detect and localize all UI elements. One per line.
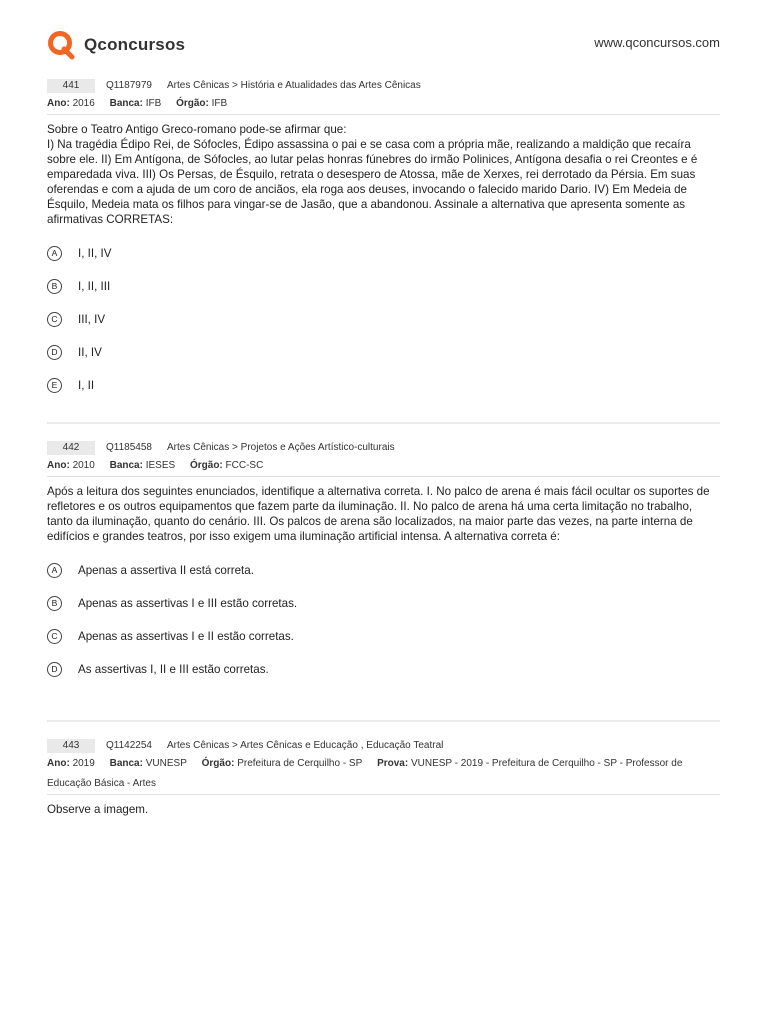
option-text: I, II, IV — [78, 247, 112, 260]
orgao-label: Órgão: — [201, 758, 235, 769]
question-id[interactable]: Q1187979 — [106, 80, 152, 91]
divider — [47, 114, 720, 115]
option-d[interactable] — [47, 336, 720, 369]
option-text: II, IV — [78, 346, 102, 359]
option-a[interactable] — [47, 237, 720, 270]
orgao-value: IFB — [211, 98, 228, 109]
logo-text: Qconcursos — [84, 35, 186, 54]
orgao-label: Órgão: — [189, 460, 223, 471]
question-meta — [47, 79, 720, 97]
option-letter[interactable]: D — [47, 345, 62, 360]
qconcursos-logo-icon — [47, 30, 75, 60]
question-number: 442 — [47, 441, 95, 455]
question-statement: Após a leitura dos seguintes enunciados, identifique a alternativa correta. I. No palco de arena é mais fácil ocultar os suportes de refletores e os outros equipamentos que fazem parte da iluminação. II. No palco de arena há uma certa limitação no trabalho, tanto da iluminação, quanto do cenário. III. Os palcos de arena são localizados, na maior parte das vezes, na parte interna de edifícios e grandes teatros, por isso exigem uma iluminação artificial intensa. A alternativa correta é: — [47, 485, 710, 543]
orgao-value: FCC-SC — [225, 460, 264, 471]
question-441 — [47, 79, 720, 402]
question-meta — [47, 739, 720, 757]
option-letter[interactable]: C — [47, 629, 62, 644]
ano-label: Ano: — [47, 758, 70, 769]
divider — [47, 476, 720, 477]
option-letter[interactable]: B — [47, 596, 62, 611]
prova-label: Prova: — [377, 758, 409, 769]
banca-label: Banca: — [109, 98, 143, 109]
option-letter[interactable]: D — [47, 662, 62, 677]
question-statement: Observe a imagem. — [47, 803, 149, 816]
ano-label: Ano: — [47, 460, 70, 471]
question-number: 441 — [47, 79, 95, 93]
question-separator — [47, 422, 720, 424]
option-a[interactable] — [47, 554, 720, 587]
qconcursos-logo[interactable] — [47, 30, 185, 60]
option-text: As assertivas I, II e III estão corretas. — [78, 663, 269, 676]
question-id[interactable]: Q1185458 — [106, 442, 152, 453]
option-b[interactable] — [47, 270, 720, 303]
question-subject: Artes Cênicas > Artes Cênicas e Educação , Educação Teatral — [167, 740, 444, 751]
option-letter[interactable]: E — [47, 378, 62, 393]
banca-value: VUNESP — [145, 758, 187, 769]
option-text: I, II — [78, 379, 95, 392]
option-c[interactable] — [47, 303, 720, 336]
options-list — [47, 237, 720, 402]
banca-label: Banca: — [109, 460, 143, 471]
question-442 — [47, 441, 720, 686]
question-id[interactable]: Q1142254 — [106, 740, 152, 751]
orgao-label: Órgão: — [176, 98, 209, 109]
question-subject: Artes Cênicas > Projetos e Ações Artístico-culturais — [167, 442, 395, 453]
question-meta — [47, 441, 720, 459]
ano-value: 2019 — [72, 758, 95, 769]
ano-label: Ano: — [47, 98, 70, 109]
option-e[interactable] — [47, 369, 720, 402]
option-letter[interactable]: A — [47, 563, 62, 578]
ano-value: 2016 — [72, 98, 95, 109]
option-letter[interactable]: C — [47, 312, 62, 327]
banca-value: IFB — [145, 98, 162, 109]
question-info — [47, 456, 720, 476]
option-b[interactable] — [47, 587, 720, 620]
question-info — [47, 94, 720, 114]
option-d[interactable] — [47, 653, 720, 686]
banca-value: IESES — [145, 460, 176, 471]
divider — [47, 794, 720, 795]
banca-label: Banca: — [109, 758, 143, 769]
option-text: III, IV — [78, 313, 106, 326]
options-list — [47, 554, 720, 686]
orgao-value: Prefeitura de Cerquilho - SP — [237, 758, 363, 769]
option-letter[interactable]: A — [47, 246, 62, 261]
option-letter[interactable]: B — [47, 279, 62, 294]
page-header — [0, 0, 768, 70]
option-text: Apenas a assertiva II está correta. — [78, 564, 254, 577]
question-subject: Artes Cênicas > História e Atualidades das Artes Cênicas — [167, 80, 421, 91]
option-c[interactable] — [47, 620, 720, 653]
question-info — [47, 754, 720, 794]
prova-value: VUNESP - 2019 - Prefeitura de Cerquilho - SP - Professor de Educação Básica - Artes — [47, 758, 683, 789]
question-number: 443 — [47, 739, 95, 753]
option-text: I, II, III — [78, 280, 111, 293]
option-text: Apenas as assertivas I e II estão corretas. — [78, 630, 294, 643]
question-443 — [47, 739, 720, 817]
site-url[interactable]: www.qconcursos.com — [594, 35, 720, 50]
option-text: Apenas as assertivas I e III estão corretas. — [78, 597, 298, 610]
ano-value: 2010 — [72, 460, 95, 471]
question-statement: Sobre o Teatro Antigo Greco-romano pode-se afirmar que: I) Na tragédia Édipo Rei, de Sófocles, Édipo assassina o pai e se casa com a própria mãe, realizando a maldição que recaíra sobre ele. II) Em Antígona, de Sófocles, ao lutar pelas honras fúnebres do irmão Polinices, Antígona desafia o rei Creontes e é emparedada viva. III) Os Persas, de Ésquilo, retrata o desespero de Atossa, mãe de Xerxes, rei derrotado da Pérsia. Em suas oferendas e com a ajuda de um coro de anciãos, ela roga aos deuses, invocando o falecido marido Dario. IV) Em Medeia de Ésquilo, Medeia mata os filhos para vingar-se de Jasão, que a abandonou. Assinale a alternativa que apresenta somente as afirmativas CORRETAS: — [47, 123, 698, 226]
question-separator — [47, 720, 720, 722]
